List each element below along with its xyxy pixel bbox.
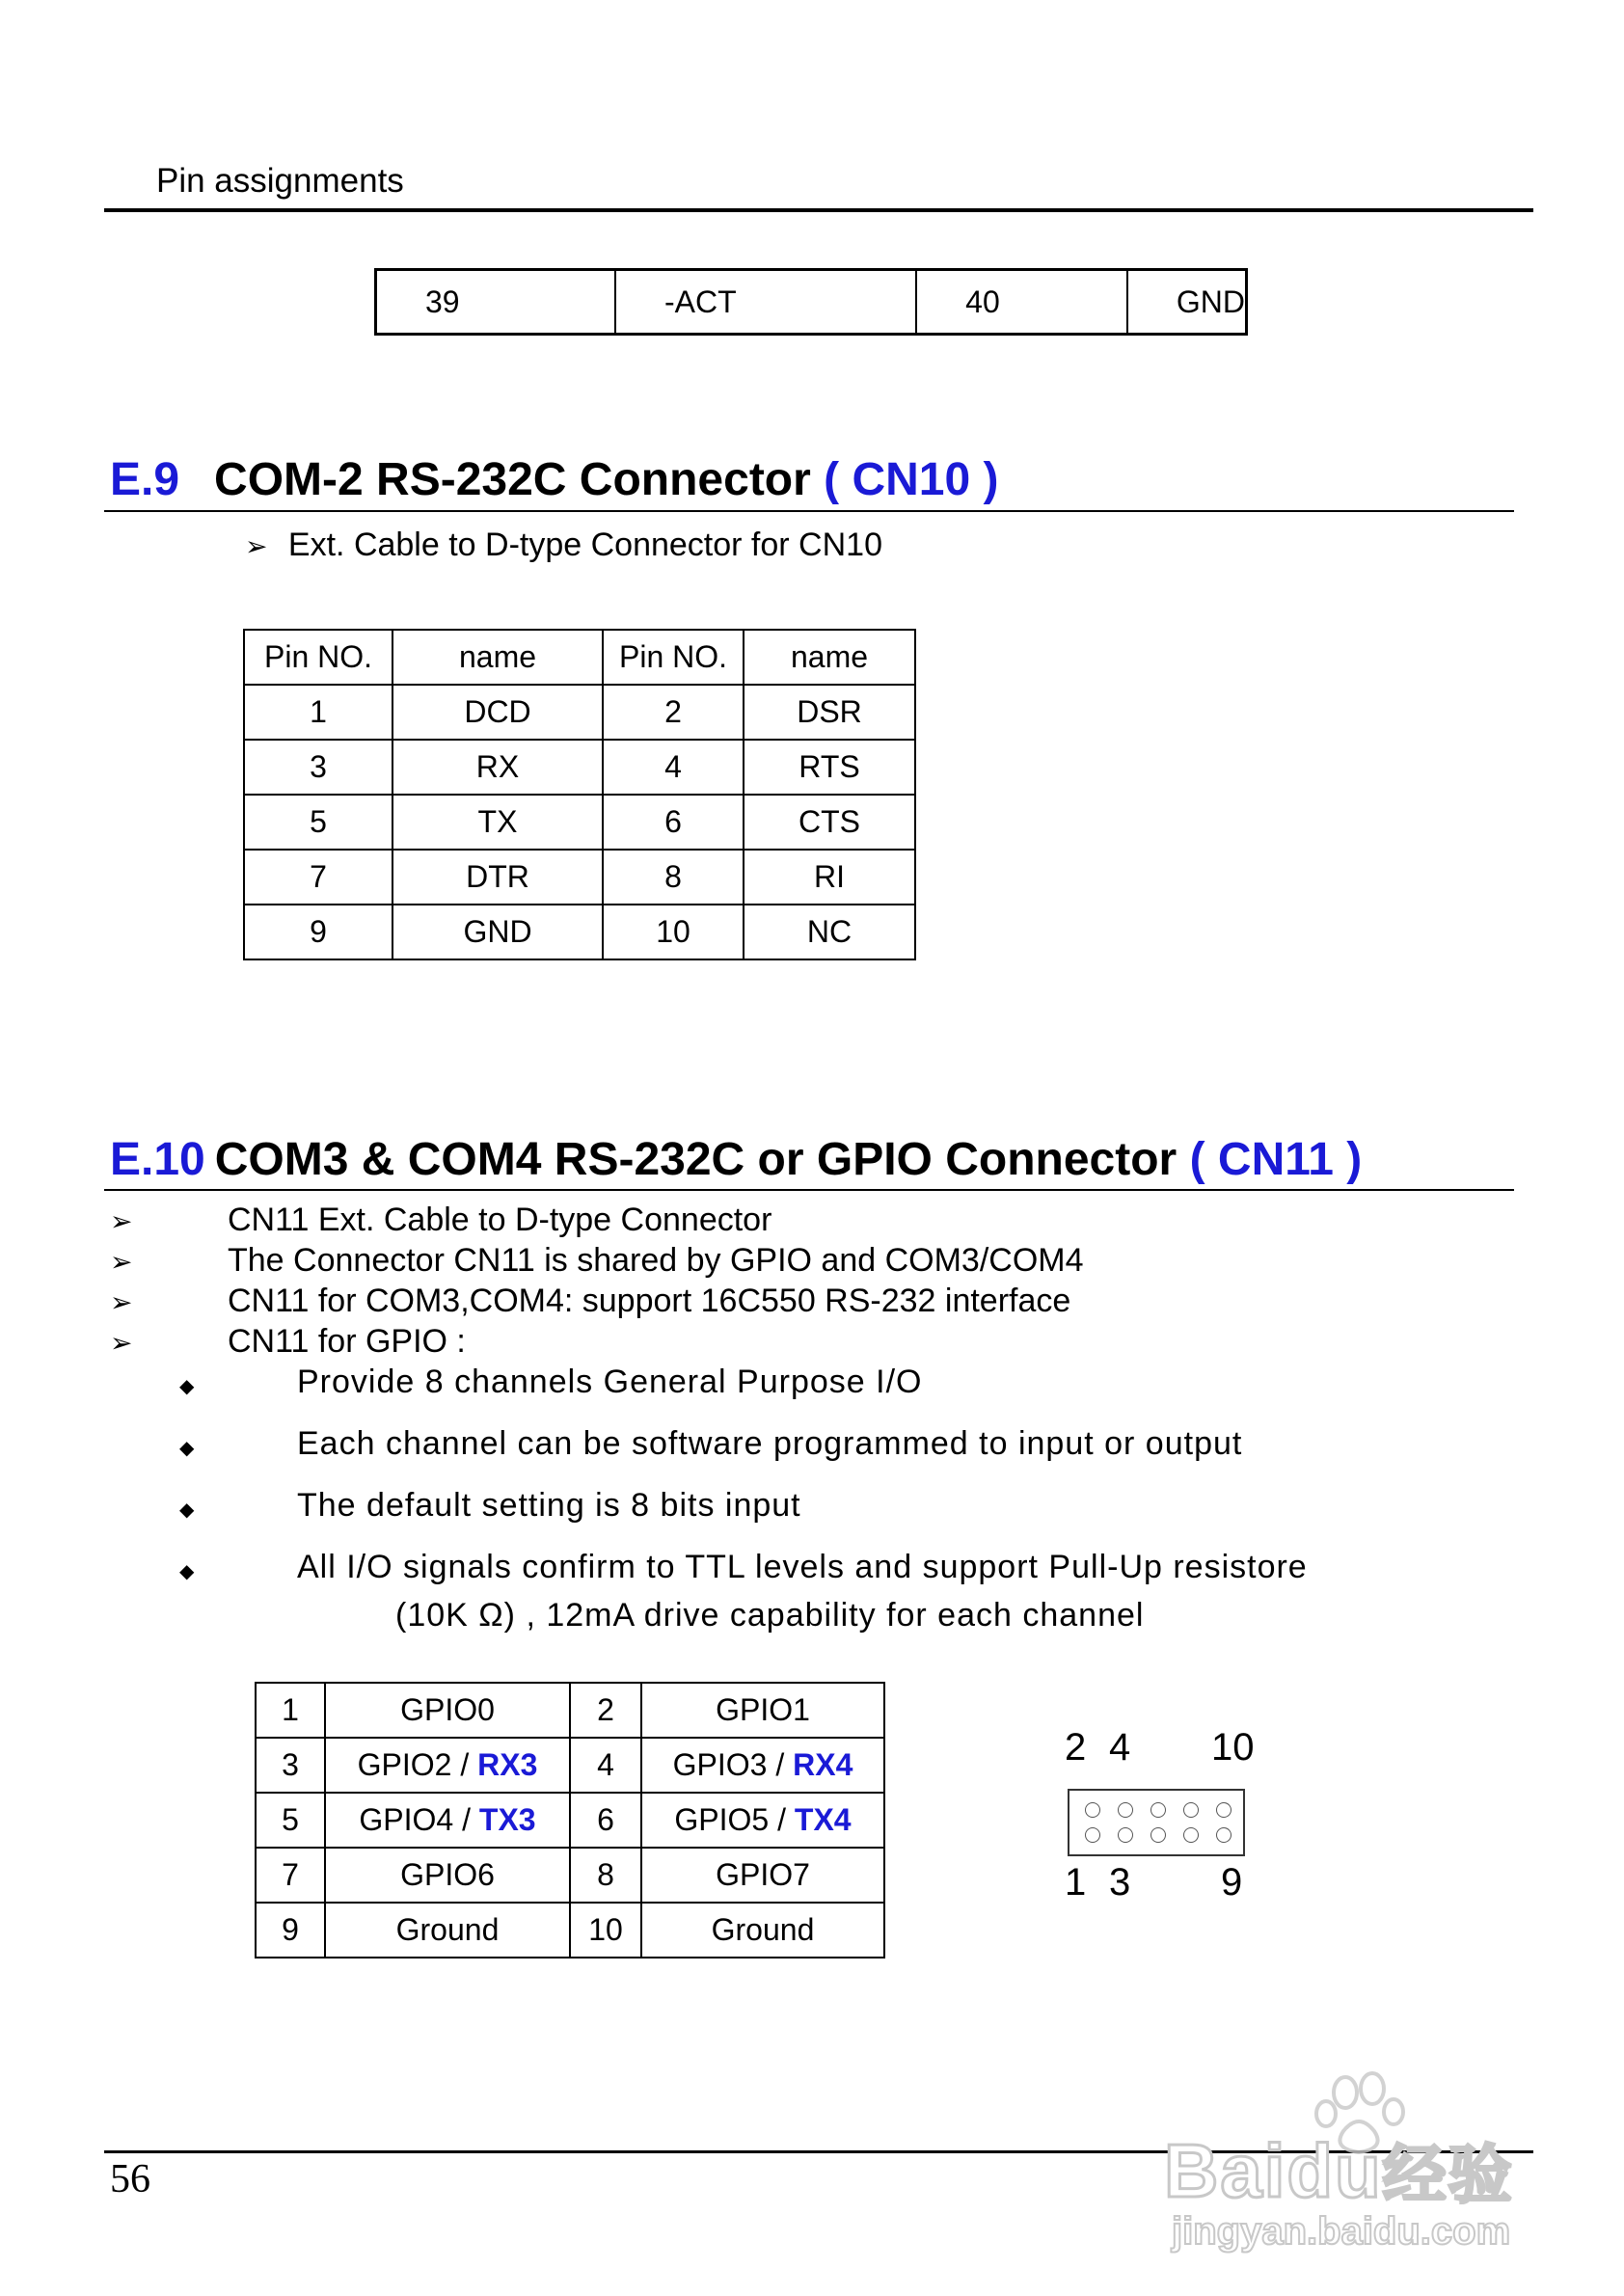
- pin-hole: [1183, 1827, 1199, 1843]
- cell-highlight: RX4: [793, 1747, 853, 1782]
- table-cell: 10: [570, 1903, 641, 1958]
- list-item-text: Each channel can be software programmed to input or output: [297, 1425, 1243, 1462]
- table-row: [244, 685, 915, 740]
- table-cell: DCD: [392, 685, 603, 740]
- table-cell: 3: [244, 740, 392, 795]
- cell-highlight: TX3: [478, 1802, 536, 1837]
- cell-highlight: TX4: [794, 1802, 852, 1837]
- header-rule: [104, 208, 1533, 212]
- list-item-text: CN11 for GPIO :: [228, 1323, 466, 1360]
- watermark-url: jingyan.baidu.com: [1172, 2210, 1511, 2253]
- table-cell: 2: [570, 1683, 641, 1738]
- cell-text: GPIO7: [716, 1857, 810, 1892]
- cell-highlight: RX3: [477, 1747, 538, 1782]
- table-cell: 5: [244, 795, 392, 850]
- table-cell: 8: [603, 850, 744, 905]
- list-item-text: All I/O signals confirm to TTL levels and support Pull-Up resistore: [297, 1549, 1308, 1585]
- section-title: COM3 & COM4 RS-232C or GPIO Connector: [214, 1134, 1177, 1185]
- pin-hole: [1216, 1802, 1232, 1818]
- table-cell: [641, 1848, 884, 1903]
- cell-text: GPIO0: [400, 1692, 495, 1727]
- pin-hole: [1150, 1802, 1166, 1818]
- table-cell: RX: [392, 740, 603, 795]
- pin-hole: [1085, 1802, 1100, 1818]
- table-row: [256, 1793, 884, 1848]
- column-header: name: [744, 630, 915, 685]
- table-cell: 3: [256, 1738, 325, 1793]
- sub-point-text: Ext. Cable to D-type Connector for CN10: [287, 527, 882, 563]
- table-cell: [325, 1738, 570, 1793]
- list-item: [179, 1364, 1433, 1425]
- pin-hole: [1216, 1827, 1232, 1843]
- table-cell: 1: [244, 685, 392, 740]
- table-row: [244, 905, 915, 959]
- watermark-brand: [1164, 2123, 1514, 2215]
- baidu-watermark: [1152, 2064, 1538, 2256]
- table-cell: 6: [603, 795, 744, 850]
- table-cell: 7: [244, 850, 392, 905]
- section-heading-e10: [110, 1133, 1362, 1186]
- diamond-bullet-icon: ◆: [179, 1376, 196, 1397]
- table-cell: [325, 1683, 570, 1738]
- table-cell: 2: [603, 685, 744, 740]
- diamond-bullet-icon: ◆: [179, 1438, 196, 1459]
- table-cell: [325, 1903, 570, 1958]
- list-item-continuation: [179, 1597, 1433, 1639]
- arrow-bullet-icon: ➢: [110, 1287, 133, 1317]
- table-cell: [641, 1683, 884, 1738]
- arrow-bullet-icon: ➢: [110, 1247, 133, 1277]
- bullet-list: [179, 1364, 1433, 1639]
- pin-label: 3: [1109, 1861, 1131, 1904]
- table-header-row: [244, 630, 915, 685]
- watermark-cn-text: 经验: [1382, 2139, 1514, 2210]
- pin-hole: [1118, 1827, 1133, 1843]
- section-heading-e9: [110, 453, 999, 506]
- cn11-pin-diagram: [1061, 1726, 1292, 1919]
- table-cell: -ACT: [615, 270, 916, 335]
- table-cell: 7: [256, 1848, 325, 1903]
- watermark-brand-text: Baidu: [1164, 2128, 1383, 2213]
- sub-point: [245, 527, 882, 564]
- connector-label: ( CN10 ): [824, 454, 999, 505]
- running-header: Pin assignments: [156, 162, 404, 200]
- table-cell: DTR: [392, 850, 603, 905]
- table-cell: 6: [570, 1793, 641, 1848]
- table-cell: 4: [603, 740, 744, 795]
- arrow-bullet-icon: ➢: [110, 1206, 133, 1236]
- list-item-text: CN11 Ext. Cable to D-type Connector: [228, 1202, 772, 1238]
- pin-hole: [1150, 1827, 1166, 1843]
- pin-hole: [1118, 1802, 1133, 1818]
- section-rule: [104, 1189, 1514, 1191]
- list-item: [179, 1549, 1433, 1597]
- list-item-text: The default setting is 8 bits input: [297, 1487, 801, 1524]
- cell-text: GPIO6: [400, 1857, 495, 1892]
- list-item: [110, 1283, 1364, 1323]
- cell-text: Ground: [711, 1912, 815, 1947]
- table-cell: 5: [256, 1793, 325, 1848]
- arrow-bullet-icon: ➢: [110, 1328, 133, 1358]
- cell-text: GPIO3 /: [672, 1747, 794, 1782]
- table-cell: NC: [744, 905, 915, 959]
- pin-hole: [1183, 1802, 1199, 1818]
- pin-label: 10: [1211, 1726, 1255, 1769]
- cell-text: GPIO1: [716, 1692, 810, 1727]
- table-cell: DSR: [744, 685, 915, 740]
- table-row: [376, 270, 1247, 335]
- table-cell: [641, 1793, 884, 1848]
- arrow-bullet-icon: ➢: [245, 531, 268, 561]
- table-cell: 4: [570, 1738, 641, 1793]
- diamond-bullet-icon: ◆: [179, 1561, 196, 1582]
- table-cell: 1: [256, 1683, 325, 1738]
- table-cell: RTS: [744, 740, 915, 795]
- table-cell: TX: [392, 795, 603, 850]
- table-row: [256, 1903, 884, 1958]
- table-row: [244, 795, 915, 850]
- table-cell: [641, 1903, 884, 1958]
- cell-text: Ground: [395, 1912, 500, 1947]
- table-cell: GND: [1127, 270, 1247, 335]
- list-item-text: (10K Ω) , 12mA drive capability for each channel: [395, 1597, 1145, 1634]
- table-row: [256, 1848, 884, 1903]
- section-title: COM-2 RS-232C Connector: [214, 454, 811, 505]
- table-cell: 40: [916, 270, 1127, 335]
- pin-label: 4: [1109, 1726, 1131, 1769]
- cell-text: GPIO2 /: [357, 1747, 478, 1782]
- pin-label: 2: [1065, 1726, 1087, 1769]
- list-item-text: Provide 8 channels General Purpose I/O: [297, 1364, 923, 1400]
- list-item: [110, 1323, 1364, 1364]
- diamond-bullet-icon: ◆: [179, 1499, 196, 1521]
- pin-label: 9: [1221, 1861, 1243, 1904]
- table-cell: [325, 1848, 570, 1903]
- section-number: E.9: [110, 454, 180, 505]
- list-item-text: The Connector CN11 is shared by GPIO and COM3/COM4: [228, 1242, 1084, 1279]
- table-cell: GND: [392, 905, 603, 959]
- column-header: Pin NO.: [244, 630, 392, 685]
- table-cell: 39: [376, 270, 616, 335]
- table-row: [256, 1683, 884, 1738]
- table-row: [256, 1738, 884, 1793]
- list-item: [110, 1202, 1364, 1242]
- table-cell: 9: [256, 1903, 325, 1958]
- column-header: name: [392, 630, 603, 685]
- section-rule: [104, 510, 1514, 512]
- table-cell: CTS: [744, 795, 915, 850]
- connector-header-outline: [1068, 1789, 1245, 1856]
- connector-label: ( CN11 ): [1189, 1134, 1363, 1185]
- table-cell: 9: [244, 905, 392, 959]
- table-cell: 10: [603, 905, 744, 959]
- list-item: [179, 1425, 1433, 1487]
- cell-text: GPIO4 /: [359, 1802, 479, 1837]
- pin-label: 1: [1065, 1861, 1087, 1904]
- table-row: [244, 850, 915, 905]
- list-item: [110, 1242, 1364, 1283]
- table-cell: 8: [570, 1848, 641, 1903]
- table-cell: [325, 1793, 570, 1848]
- list-item: [179, 1487, 1433, 1549]
- column-header: Pin NO.: [603, 630, 744, 685]
- section-number: E.10: [110, 1134, 205, 1185]
- table-cell: RI: [744, 850, 915, 905]
- cn11-gpio-table: [255, 1682, 885, 1958]
- cell-text: GPIO5 /: [674, 1802, 795, 1837]
- list-item-text: CN11 for COM3,COM4: support 16C550 RS-232 interface: [228, 1283, 1071, 1319]
- page-number: 56: [110, 2157, 150, 2201]
- pin-hole: [1085, 1827, 1100, 1843]
- table-row: [244, 740, 915, 795]
- table-cell: [641, 1738, 884, 1793]
- continuation-table: [374, 268, 1248, 336]
- point-list: [110, 1202, 1364, 1364]
- cn10-pin-table: [243, 629, 916, 960]
